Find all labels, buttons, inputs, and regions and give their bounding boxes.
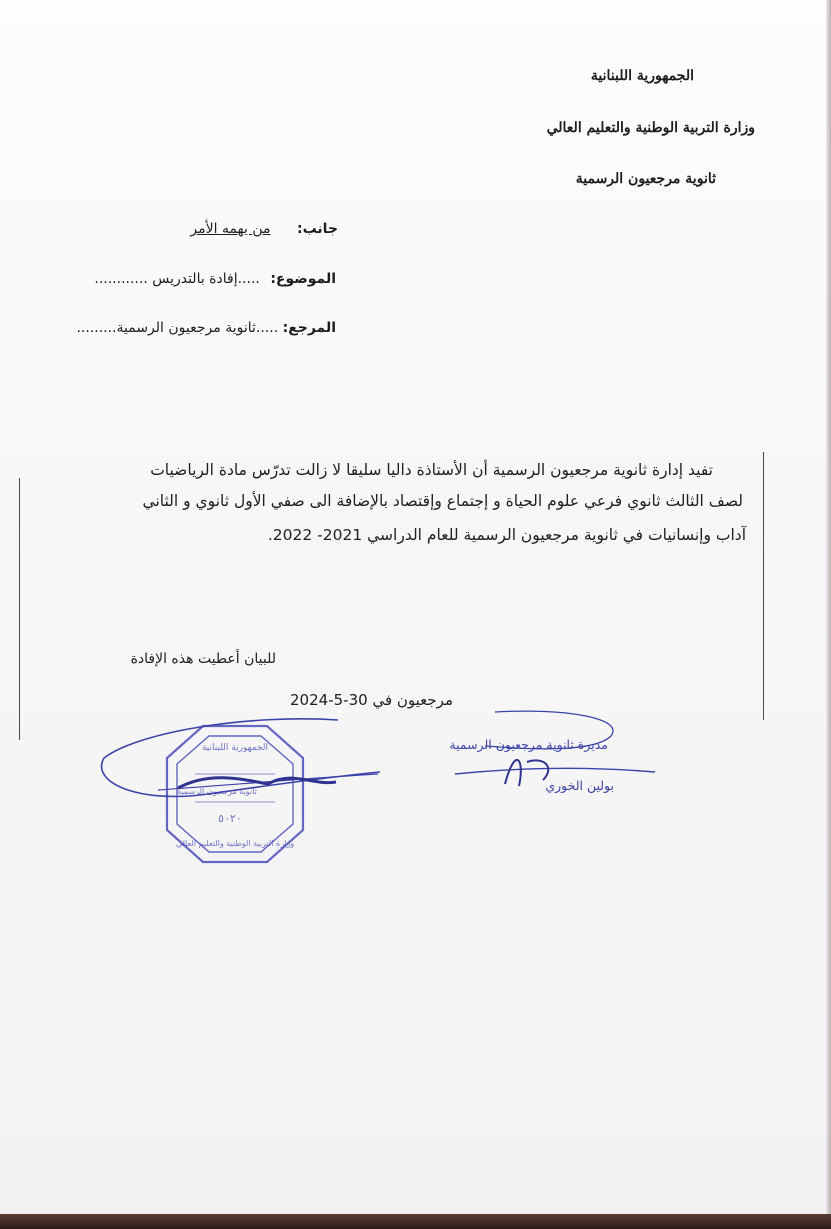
page-edge-shadow (826, 0, 831, 1214)
subject-line (94, 271, 336, 287)
table-surface (0, 1214, 831, 1229)
addressee-line (190, 221, 338, 237)
reference-label: المرجع: (282, 320, 336, 336)
body-line-3: آداب وإنسانيات في ثانوية مرجعيون الرسمية للعام الدراسي 2021- 2022. (267, 526, 746, 544)
stamp-top-text: الجمهورية اللبنانية (201, 743, 269, 753)
signatory-title: مديرة ثانوية مرجعيون الرسمية (449, 737, 608, 752)
signatory-name: بولين الخوري (545, 778, 614, 793)
reference-line (76, 320, 336, 336)
body-line-1: تفيد إدارة ثانوية مرجعيون الرسمية أن الأستاذة داليا سليقا لا زالت تدرّس مادة الرياضيات (150, 461, 713, 479)
stamp-center-text: ثانوية مرجعيون الرسمية (177, 787, 257, 796)
closing-text: للبيان أعطيت هذه الإفادة (130, 651, 276, 667)
subject-value: .....إفادة بالتدريس ............ (94, 271, 260, 287)
date-line: مرجعيون في 30-5-2024 (290, 691, 453, 709)
school-heading: ثانوية مرجعيون الرسمية (575, 171, 716, 187)
frame-left-line (19, 478, 20, 740)
addressee-label: جانب: (296, 221, 338, 237)
ministry-heading: وزارة التربية الوطنية والتعليم العالي (546, 120, 755, 136)
frame-right-line (763, 452, 764, 720)
signature-swirl-left (98, 712, 388, 812)
reference-value: .....ثانوية مرجعيون الرسمية......... (76, 320, 279, 336)
body-line-2: لصف الثالث ثانوي فرعي علوم الحياة و إجتماع وإقتصاد بالإضافة الى صفي الأول ثانوي و الثاني (142, 492, 743, 510)
addressee-value: من يهمه الأمر (190, 221, 271, 237)
subject-label: الموضوع: (270, 271, 336, 287)
stamp-number: ٥٠٢٠ (218, 812, 242, 825)
stamp-bottom-text: وزارة التربية الوطنية والتعليم العالي (175, 839, 295, 848)
republic-heading: الجمهورية اللبنانية (590, 68, 694, 84)
